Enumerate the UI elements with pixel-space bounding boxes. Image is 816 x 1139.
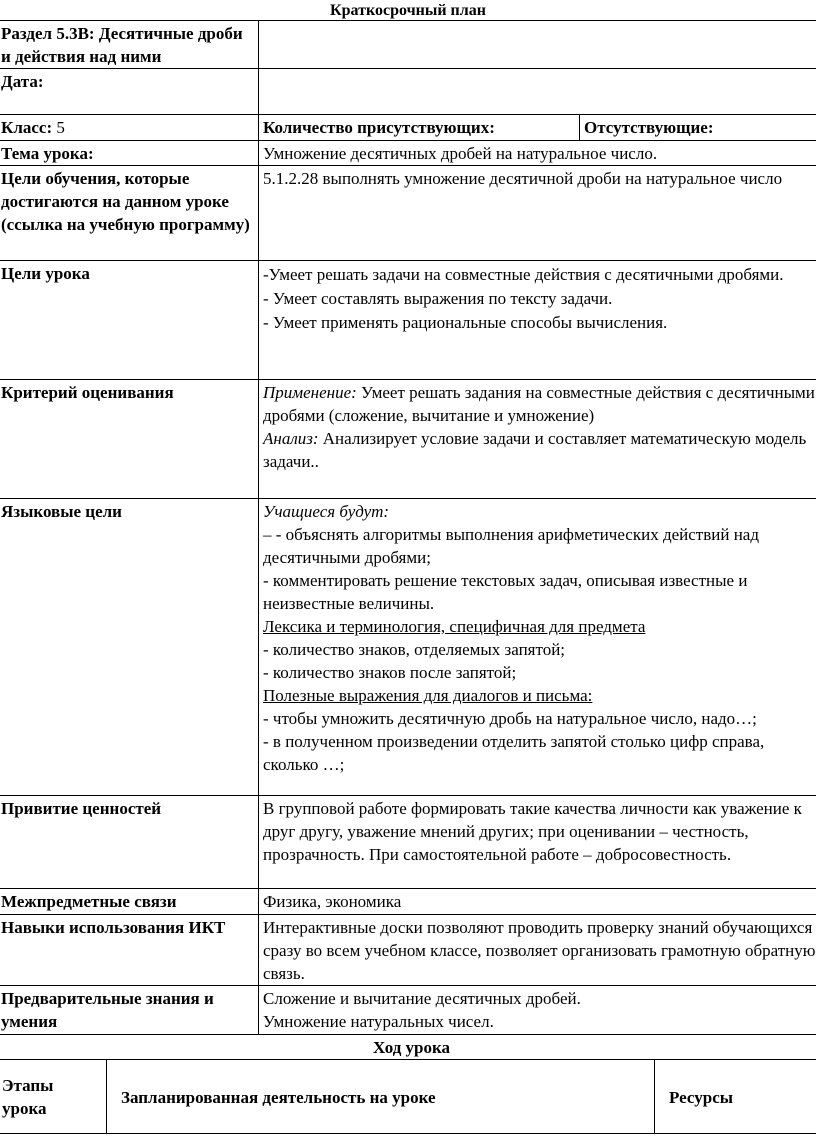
- section-label: Раздел 5.3В: Десятичные дроби и действия над ними: [0, 21, 259, 69]
- progress-table: [0, 1034, 816, 1134]
- criteria-analysis: [263, 427, 816, 473]
- phrases-heading: Полезные выражения для диалогов и письма:: [263, 686, 593, 705]
- present-label: Количество присутствующих:: [259, 115, 580, 141]
- language-item: - комментировать решение текстовых задач, описывая известные и неизвестные величины.: [263, 571, 748, 613]
- absent-label: Отсутствующие:: [580, 115, 816, 141]
- criteria-apply: [263, 381, 816, 427]
- col-stages: Этапы урока: [0, 1060, 107, 1134]
- class-value: 5: [56, 118, 65, 137]
- row-ict: [0, 915, 816, 986]
- interdisciplinary-label: Межпредметные связи: [0, 889, 259, 915]
- progress-heading: Ход урока: [0, 1035, 816, 1060]
- row-topic: [0, 141, 816, 166]
- lesson-goals-value: [259, 261, 816, 380]
- criteria-value: [259, 380, 816, 499]
- row-language: [0, 499, 816, 796]
- language-label: Языковые цели: [0, 499, 259, 796]
- progress-columns-row: [0, 1060, 816, 1134]
- lesson-goal-item: - Умеет составлять выражения по тексту задачи.: [263, 289, 613, 308]
- row-lesson-goals: [0, 261, 816, 380]
- criteria-analysis-label: Анализ:: [263, 429, 319, 448]
- criteria-label: Критерий оценивания: [0, 380, 259, 499]
- criteria-apply-label: Применение:: [263, 383, 357, 402]
- row-prior: [0, 986, 816, 1035]
- lesson-goal-item: - Умеет применять рациональные способы вычисления.: [263, 313, 668, 332]
- language-item: – - объяснять алгоритмы выполнения арифметических действий над десятичными дробями;: [263, 525, 759, 567]
- document-title: Краткосрочный план: [330, 2, 486, 19]
- row-interdisciplinary: [0, 889, 816, 915]
- interdisciplinary-value: Физика, экономика: [259, 889, 816, 915]
- class-label: Класс:: [1, 118, 53, 137]
- learning-goals-value: 5.1.2.28 выполнять умножение десятичной дроби на натуральное число: [259, 166, 816, 261]
- criteria-apply-text: Умеет решать задания на совместные действия с десятичными дробями (сложение, вычитание и умножение): [263, 383, 815, 425]
- language-item: - количество знаков, отделяемых запятой;: [263, 640, 566, 659]
- progress-heading-row: [0, 1035, 816, 1060]
- row-section: [0, 21, 816, 69]
- row-criteria: [0, 380, 816, 499]
- values-value: В групповой работе формировать такие качества личности как уважение к друг другу, уважение мнений других; при оценивании – честность, прозрачность. При самостоятельной работе – добросовестность.: [259, 796, 816, 889]
- lesson-plan: [0, 20, 816, 1134]
- class-cell: [0, 115, 259, 141]
- col-activity: Запланированная деятельность на уроке: [107, 1060, 655, 1134]
- criteria-analysis-text: Анализирует условие задачи и составляет математическую модель задачи..: [263, 429, 807, 471]
- topic-label: Тема урока:: [0, 141, 259, 166]
- language-intro: Учащиеся будут:: [263, 502, 390, 521]
- prior-value: [259, 986, 816, 1035]
- prior-item: Умножение натуральных чисел.: [263, 1012, 494, 1031]
- row-learning-goals: [0, 166, 816, 261]
- row-date: [0, 69, 816, 115]
- lesson-goal-item: -Умеет решать задачи на совместные действия с десятичными дробями.: [263, 265, 784, 284]
- language-item: - чтобы умножить десятичную дробь на натуральное число, надо…;: [263, 709, 757, 728]
- prior-label: Предварительные знания и умения: [0, 986, 259, 1035]
- date-label: Дата:: [0, 69, 259, 115]
- date-value: [259, 69, 816, 115]
- plan-table: [0, 20, 816, 1035]
- ict-value: Интерактивные доски позволяют проводить проверку знаний обучающихся сразу во всем учебном классе, позволяет организовать грамотную обратную связь.: [259, 915, 816, 986]
- topic-value: Умножение десятичных дробей на натуральное число.: [259, 141, 816, 166]
- language-value: [259, 499, 816, 796]
- section-value: [259, 21, 816, 69]
- prior-item: Сложение и вычитание десятичных дробей.: [263, 989, 581, 1008]
- values-label: Привитие ценностей: [0, 796, 259, 889]
- row-class: [0, 115, 816, 141]
- language-item: - в полученном произведении отделить запятой столько цифр справа, сколько …;: [263, 732, 765, 774]
- ict-label: Навыки использования ИКТ: [0, 915, 259, 986]
- lesson-goals-label: Цели урока: [0, 261, 259, 380]
- language-item: - количество знаков после запятой;: [263, 663, 517, 682]
- lexicon-heading: Лексика и терминология, специфичная для предмета: [263, 617, 646, 636]
- col-resources: Ресурсы: [655, 1060, 816, 1134]
- learning-goals-label: Цели обучения, которые достигаются на данном уроке (ссылка на учебную программу): [0, 166, 259, 261]
- row-values: [0, 796, 816, 889]
